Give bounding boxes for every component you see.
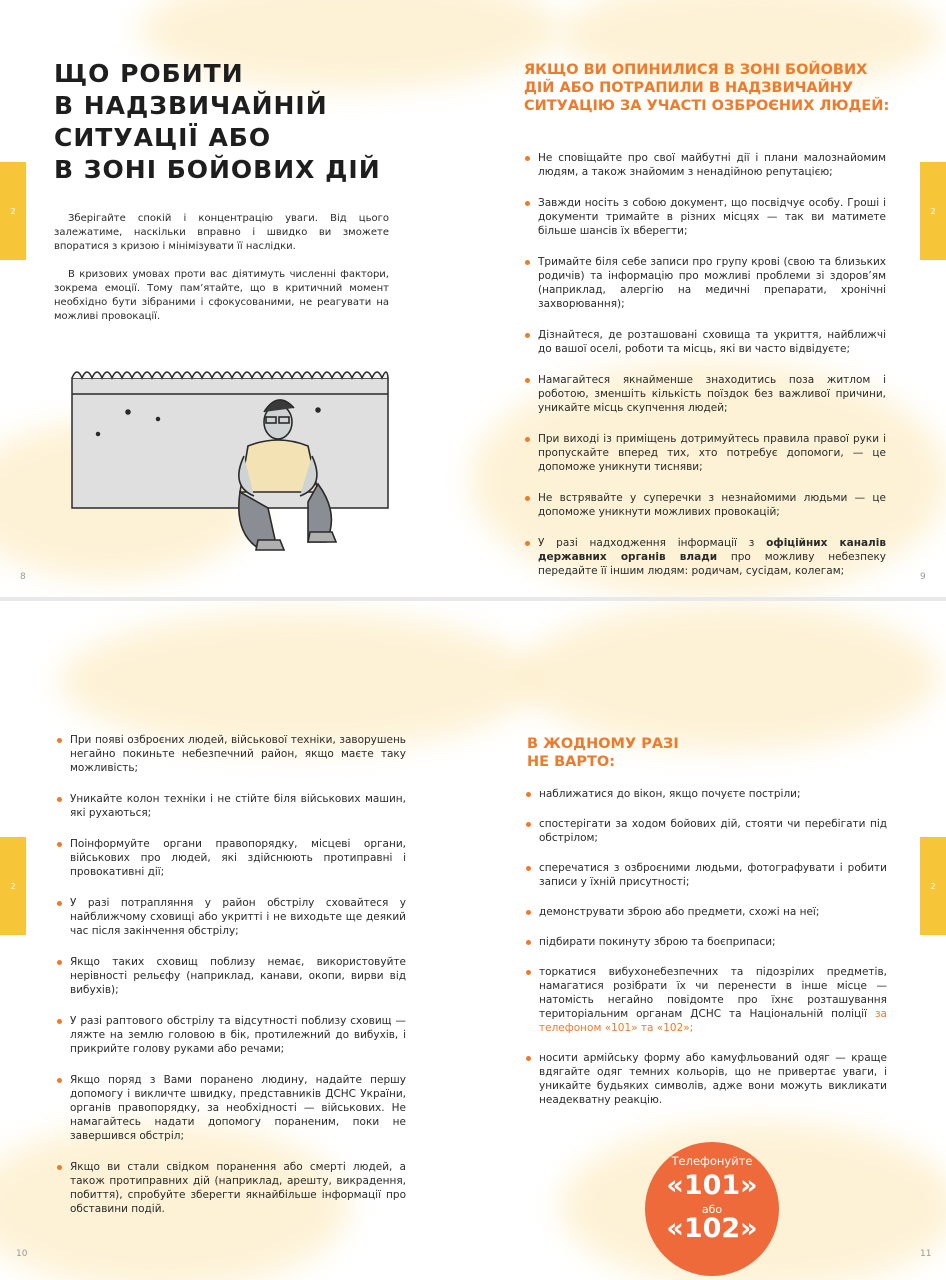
list-item: торкатися вибухонебезпечних та підозрілих предметів, намагатися розібрати їх чи перенести в інше місце — натомість негайно повідомте про їхнє розташування територіальним органам ДСНС та Національній поліції за телефоном «101» та «102»; <box>525 965 887 1035</box>
list-item: У разі надходження інформації з офіційних каналів державних органів влади про можливу небезпеку передайте її іншим людям: родичам, сусідам, колегам; <box>524 536 886 578</box>
emergency-call-badge <box>645 1142 779 1276</box>
emphasis-text: офіційних каналів державних органів влади <box>538 537 886 563</box>
intro-paragraph: В кризових умовах проти вас діятимуть численні фактори, зокрема емоції. Тому пам’ятайте, що в критичний момент необхідно бути зібраними і сфокусованими, не реагувати на можливі провокації. <box>54 269 389 322</box>
page-number: 8 <box>20 572 26 582</box>
list-item: При появі озброєних людей, військової техніки, заворушень негайно покиньте небезпечний район, якщо маєте таку можливість; <box>56 733 406 775</box>
prohibited-list <box>525 787 887 1123</box>
section-tab-left: 2 <box>0 162 26 260</box>
page-number: 10 <box>16 1249 28 1259</box>
list-item: спостерігати за ходом бойових дій, стояти чи перебігати під обстрілом; <box>525 817 887 845</box>
heading-line: ЯКЩО ВИ ОПИНИЛИСЯ В ЗОНІ БОЙОВИХ <box>524 62 868 78</box>
list-item: Завжди носіть з собою документ, що посвідчує особу. Гроші і документи тримайте в різних місцях — так ви матимете більше шансів їх вберегти; <box>524 196 886 238</box>
list-item: При виході із приміщень дотримуйтесь правила правої руки і пропускайте вперед тих, хто потребує допомоги, — це допоможе уникнути тисняви; <box>524 432 886 474</box>
action-list <box>56 733 406 1233</box>
list-item: носити армійську форму або камуфльований одяг — краще вдягайте одяг темних кольорів, що не привертає уваги, і уникайте будьяких символів, адже вони можуть викликати неадекватну реакцію. <box>525 1051 887 1107</box>
list-item: наближатися до вікон, якщо почуєте постріли; <box>525 787 887 801</box>
list-item: Не сповіщайте про свої майбутні дії і плани малознайомим людям, а також знайомим з ненадійною репутацією; <box>524 151 886 179</box>
phone-number-101: «101» <box>666 1170 758 1201</box>
list-item: підбирати покинуту зброю та боєприпаси; <box>525 935 887 949</box>
list-item: Не встрявайте у суперечки з незнайомими людьми — це допоможе уникнути можливих провокацій; <box>524 491 886 519</box>
title-line: В ЗОНІ БОЙОВИХ ДІЙ <box>54 155 381 184</box>
background-wash <box>60 611 540 751</box>
title-line: ЩО РОБИТИ <box>54 59 244 88</box>
list-item: Намагайтеся якнайменше знаходитись поза житлом і роботою, зменшіть кількість поїздок без важливої причини, уникайте місць скупчення людей; <box>524 373 886 415</box>
spread-pages-8-9 <box>0 0 946 597</box>
section-tab-right: 2 <box>920 162 946 260</box>
phone-number-102: «102» <box>666 1213 758 1244</box>
heading-line: НЕ ВАРТО: <box>527 754 616 770</box>
wall-illustration <box>72 372 388 508</box>
list-item: сперечатися з озброєними людьми, фотографувати і робити записи у їхній присутності; <box>525 861 887 889</box>
background-wash <box>520 601 940 751</box>
or-text: або <box>701 1203 723 1216</box>
list-item: демонструвати зброю або предмети, схожі на неї; <box>525 905 887 919</box>
list-item: У разі раптового обстрілу та відсутності поблизу сховищ — ляжте на землю головою в бік, протилежний до вибухів, і прикрийте голову руками або речами; <box>56 1014 406 1056</box>
list-item: Дізнайтеся, де розташовані сховища та укриття, найближчі до вашої оселі, роботи та місць, які ви часто відвідуєте; <box>524 328 886 356</box>
intro-paragraph: Зберігайте спокій і концентрацію уваги. Від цього залежатиме, наскільки вправно і швидко ви зможете впоратися з кризою і мінімізувати її наслідки. <box>54 213 389 252</box>
section-tab-right: 2 <box>920 837 946 935</box>
list-item: Якщо таких сховищ поблизу немає, використовуйте нерівності рельєфу (наприклад, канави, окопи, вирви від вибухів); <box>56 955 406 997</box>
man-sitting-by-wall-illustration <box>68 364 394 556</box>
advice-list <box>524 151 886 595</box>
page-number: 9 <box>920 572 926 582</box>
list-item: У разі потрапляння у район обстрілу сховайтеся у найближчому сховищі або укритті і не виходьте ще деякий час після закінчення обстрілу; <box>56 896 406 938</box>
spread-pages-10-11 <box>0 601 946 1280</box>
heading-line: СИТУАЦІЮ ЗА УЧАСТІ ОЗБРОЄНИХ ЛЮДЕЙ: <box>524 98 890 114</box>
title-line: В НАДЗВИЧАЙНІЙ <box>54 91 328 120</box>
title-line: СИТУАЦІЇ АБО <box>54 123 272 152</box>
section-heading <box>524 61 889 115</box>
list-item: Якщо ви стали свідком поранення або смерті людей, а також протиправних дій (наприклад, арешту, викрадення, побиття), спробуйте зберегти якнайбільше інформації про обставини подій. <box>56 1160 406 1216</box>
page-title <box>54 58 414 186</box>
heading-line: В ЖОДНОМУ РАЗІ <box>527 736 679 752</box>
section-heading <box>527 735 679 771</box>
heading-line: ДІЙ АБО ПОТРАПИЛИ В НАДЗВИЧАЙНУ <box>524 80 854 96</box>
list-item: Уникайте колон техніки і не стійте біля військових машин, які рухаються; <box>56 792 406 820</box>
section-tab-left: 2 <box>0 837 26 935</box>
list-item: Якщо поряд з Вами поранено людину, надайте першу допомогу і викличте швидку, представників ДСНС України, органів правопорядку, за необхідності — військових. Не намагайтесь надати допомогу пораненим, поки не завершився обстріл; <box>56 1073 406 1143</box>
page-number: 11 <box>920 1249 932 1259</box>
call-text: Телефонуйте <box>671 1154 753 1168</box>
list-item: Поінформуйте органи правопорядку, місцеві органи, військових про людей, які здійснюють протиправні і провокативні дії; <box>56 837 406 879</box>
phone-highlight: за телефоном «101» та «102» <box>539 1008 887 1034</box>
list-item: Тримайте біля себе записи про групу крові (свою та близьких родичів) та інформацію про можливі проблеми зі здоров’ям (наприклад, алергію на медичні препарати, хронічні захворювання); <box>524 255 886 311</box>
